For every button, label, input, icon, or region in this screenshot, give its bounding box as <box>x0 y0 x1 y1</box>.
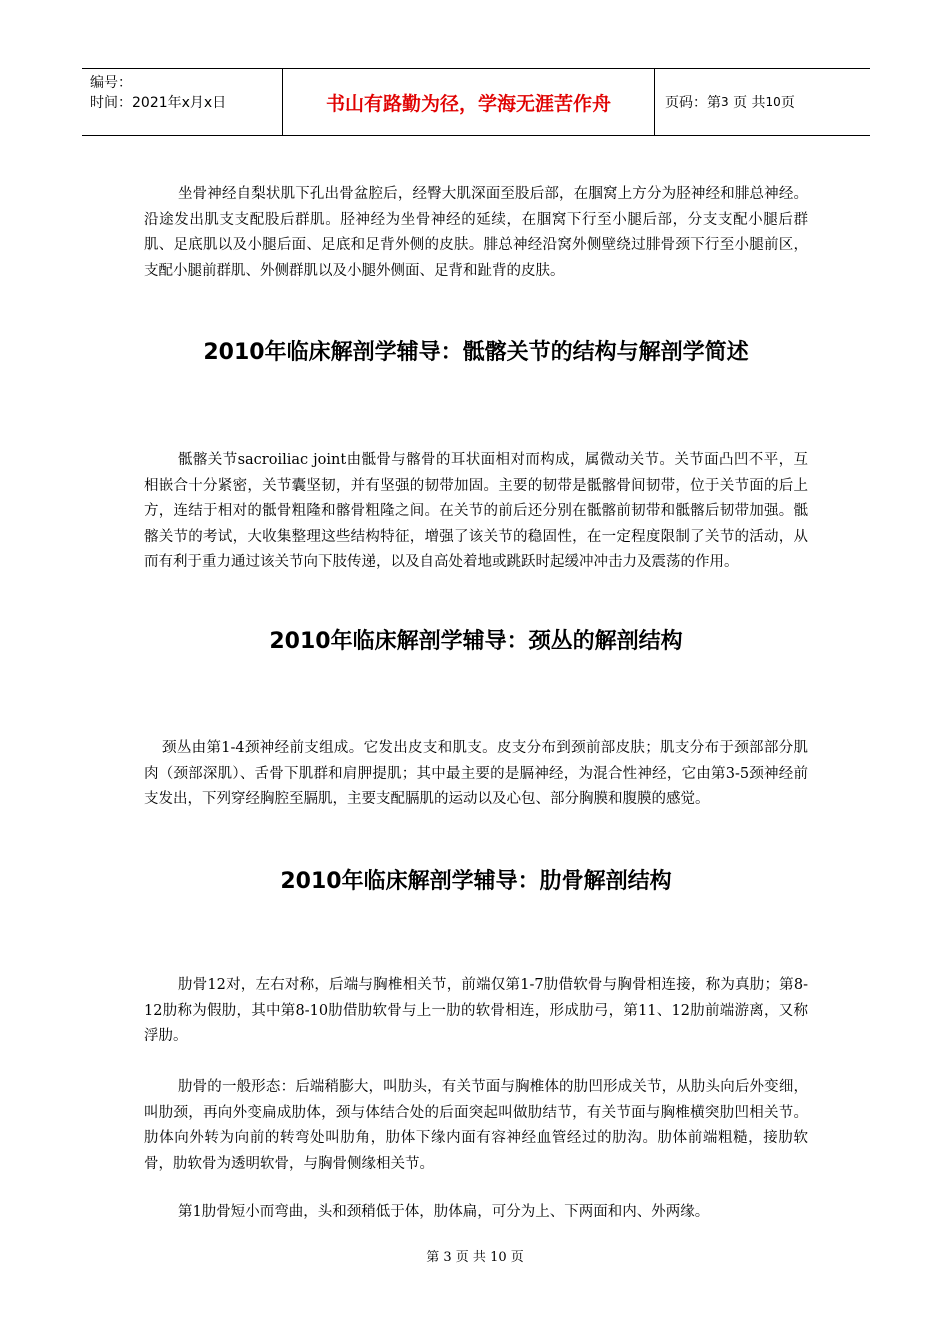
footer-total: 10 <box>490 1250 507 1265</box>
section-title-ribs: 2010年临床解剖学辅导：肋骨解剖结构 <box>280 869 672 894</box>
paragraph-ribs-overview: 肋骨12对，左右对称，后端与胸椎相关节，前端仅第1-7肋借软骨与胸骨相连接，称为真肋；第8-12肋称为假肋，其中第8-10肋借肋软骨与上一肋的软骨相连，形成肋弓，第11、12肋前端游离，又称浮肋。 <box>144 977 808 1044</box>
footer-page-number: 3 <box>443 1250 452 1265</box>
footer-prefix: 第 <box>426 1250 440 1265</box>
section-title-sacroiliac: 2010年临床解剖学辅导：骶髂关节的结构与解剖学简述 <box>203 340 749 365</box>
page-footer <box>0 1246 950 1265</box>
paragraph-sacroiliac: 骶髂关节sacroiliac joint由骶骨与髂骨的耳状面相对而构成，属微动关节。关节面凸凹不平，互相嵌合十分紧密，关节囊坚韧，并有坚强的韧带加固。主要的韧带是骶髂骨间韧带，位于关节面的后上方，连结于相对的骶骨粗隆和髂骨粗隆之间。在关节的前后还分别在骶髂前韧带和骶髂后韧带加强。骶髂关节的考试，大收集整理这些结构特征，增强了该关节的稳固性，在一定程度限制了关节的活动，从而有利于重力通过该关节向下肢传递，以及自高处着地或跳跃时起缓冲冲击力及震荡的作用。 <box>144 452 808 570</box>
header-meta <box>82 69 282 135</box>
footer-mid: 页 共 <box>455 1250 486 1265</box>
footer-suffix: 页 <box>510 1250 524 1265</box>
paragraph-cervical-plexus: 颈丛由第1-4颈神经前支组成。它发出皮支和肌支。皮支分布到颈前部皮肤；肌支分布于颈部部分肌肉（颈部深肌）、舌骨下肌群和肩胛提肌；其中最主要的是膈神经，为混合性神经，它由第3-5颈神经前支发出，下列穿经胸腔至膈肌，主要支配膈肌的运动以及心包、部分胸膜和腹膜的感觉。 <box>144 740 808 807</box>
paragraph-sciatic-nerve: 坐骨神经自梨状肌下孔出骨盆腔后，经臀大肌深面至股后部，在腘窝上方分为胫神经和腓总神经。沿途发出肌支支配股后群肌。胫神经为坐骨神经的延续，在腘窝下行至小腿后部，分支支配小腿后群肌、足底肌以及小腿后面、足底和足背外侧的皮肤。腓总神经沿窝外侧壁绕过腓骨颈下行至小腿前区，支配小腿前群肌、外侧群肌以及小腿外侧面、足背和趾背的皮肤。 <box>144 186 808 279</box>
header-motto: 书山有路勤为径，学海无涯苦作舟 <box>282 69 655 135</box>
date-text: 时间：2021年x月x日 <box>90 95 227 111</box>
header-page-info <box>655 69 870 135</box>
page-number: 3 <box>721 95 729 109</box>
serial-label: 编号： <box>90 75 132 91</box>
paragraph-first-rib: 第1肋骨短小而弯曲，头和颈稍低于体，肋体扁，可分为上、下两面和内、外两缘。 <box>178 1204 710 1220</box>
section-title-cervical-plexus: 2010年临床解剖学辅导：颈丛的解剖结构 <box>269 629 683 654</box>
page-header <box>82 68 870 136</box>
page-total: 10 <box>765 95 781 109</box>
page-prefix: 页码：第 <box>665 95 721 111</box>
paragraph-ribs-morphology: 肋骨的一般形态：后端稍膨大，叫肋头，有关节面与胸椎体的肋凹形成关节，从肋头向后外变细，叫肋颈，再向外变扁成肋体，颈与体结合处的后面突起叫做肋结节，有关节面与胸椎横突肋凹相关节。肋体向外转为向前的转弯处叫肋角，肋体下缘内面有容神经血管经过的肋沟。肋体前端粗糙，接肋软骨，肋软骨为透明软骨，与胸骨侧缘相关节。 <box>144 1079 808 1172</box>
page-mid: 页 共 <box>733 95 766 111</box>
page-suffix: 页 <box>780 95 795 111</box>
